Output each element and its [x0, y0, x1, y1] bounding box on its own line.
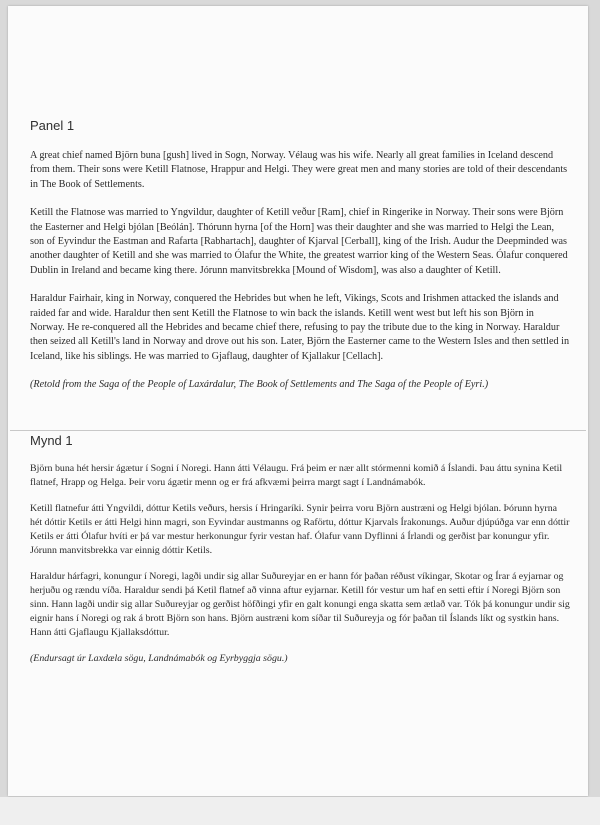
panel-heading-icelandic: Mynd 1 [30, 433, 73, 448]
paragraph-english-1: A great chief named Björn buna [gush] lived in Sogn, Norway. Vélaug was his wife. Nearly all great families in Iceland descend from them. Their sons were Ketill Flatnose, Hrappur and Helgi. They were great men and many stories are told of their descendants in The Book of Settlements. [30, 150, 568, 190]
panel-english [30, 118, 570, 407]
paragraph-english-3: Haraldur Fairhair, king in Norway, conquered the Hebrides but when he left, Vikings, Scots and Irishmen attacked the islands and raided far and wide. Haraldur then sent Ketill the Flatnose to win back the islands. Ketill went west but left his son Björn in Norway. He re-conquered all the Hebrides and became chief there, refusing to pay the tribute due to the king in Norway. Haraldur then seized all Ketill's land in Norway and drove out his son. Later, Björn the Easterner came to the Western Isles and then settled in Iceland, like his siblings. He was married to Gjaflaug, daughter of Kjallakur [Cellach]. [30, 293, 570, 362]
paragraph-icelandic-3: Haraldur hárfagri, konungur í Noregi, lagði undir sig allar Suðureyjar en er hann fór þaðan réðust víkingar, Skotar og Írar á eyjarnar og herjuðu og rændu víða. Haraldur sendi þá Ketil flatnef að vinna aftur eyjarnar. Ketill fór vestur um haf en setti eftir í Noregi Björn son sinn. Hann lagði undir sig allar Suðureyjar og gerðist höfðingi yfir en galt konungi enga skatta sem ætlað var. Tók þá konungur undir sig eignir hans í Noregi og rak á brott Björn son hans. Björn austræni kom síðar til Suðureyja og fór þaðan til Íslands líkt og systkin hans. Hann átti Gjaflaugu Kjallaksdóttur. [30, 571, 570, 638]
paragraph-icelandic-2: Ketill flatnefur átti Yngvildi, dóttur Ketils veðurs, hersis í Hringaríki. Synir þeirra voru Björn austræni og Helgi bjólan. Þórunn hyrna hét dóttir Ketils er átti Helgi hinn magri, son Eyvindar austmanns og Raförtu, dóttur Kjarvals Írakonungs. Auður djúpúðga var enn dóttir Ketils er átti Ólafur hvíti er þá var mestur herkonungur fyrir vestan haf. Ólafur vann Dyflinni á Írlandi og gerðist þar konungur yfir. Jórunn manvitsbrekka var einnig dóttir Ketils. [30, 503, 570, 556]
panel-icelandic [30, 433, 570, 678]
source-note-icelandic: (Endursagt úr Laxdæla sögu, Landnámabók og Eyrbyggja sögu.) [30, 653, 288, 664]
scan-bottom-strip [0, 797, 600, 825]
paragraph-icelandic-1: Björn buna hét hersir ágætur í Sogni í Noregi. Hann átti Vélaugu. Frá þeim er nær allt stórmenni komið á Íslandi. Þau áttu synina Ketil flatnef, Hrapp og Helga. Þeir voru ágætir menn og er frá afkvæmi þeirra margt sagt í Landnámabók. [30, 463, 563, 488]
paragraph-english-2: Ketill the Flatnose was married to Yngvildur, daughter of Ketill veður [Ram], chief in Ringerike in Norway. Their sons were Björn the Easterner and Helgi bjólan [Beólán]. Thórunn hyrna [of the Horn] was their daughter and she was married to Helgi the Lean, son of Eyvindur the Eastman and Rafarta [Rabhartach], daughter of Kjarval [Cerball], king of the Irish. Audur the Deepminded was another daughter of Ketill and she was married to Ólafur the White, the greatest warrior king of the Western Seas. Ólafur conquered Dublin in Ireland and became king there. Jórunn manvitsbrekka [Mound of Wisdom], was also a daughter of Ketill. [30, 207, 568, 276]
panel-heading-english: Panel 1 [30, 118, 75, 133]
panel-divider [10, 430, 586, 431]
source-note-english: (Retold from the Saga of the People of Laxárdalur, The Book of Settlements and The Saga of the People of Eyri.) [30, 379, 489, 391]
